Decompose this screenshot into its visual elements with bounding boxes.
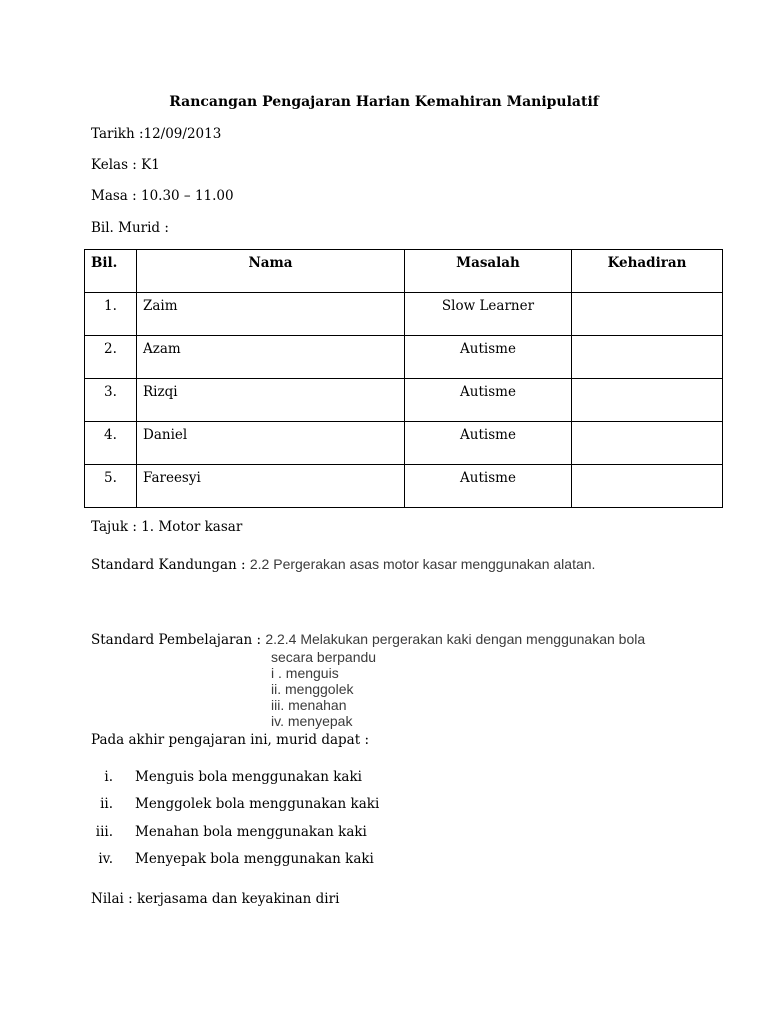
list-item-number: iii. [95,824,113,840]
student-table [84,249,723,508]
list-item-number: ii. [100,796,113,812]
header-kehadiran: Kehadiran [572,250,723,293]
cell-bil: 5. [85,465,137,508]
header-nama: Nama [137,250,405,293]
cell-kehadiran [572,379,723,422]
cell-bil: 1. [85,293,137,336]
table-row [85,379,723,422]
sp-line: i . menguis [271,665,339,681]
sp-line: secara berpandu [271,649,377,665]
list-item-text: Menggolek bola menggunakan kaki [135,796,380,812]
cell-kehadiran [572,293,723,336]
standard-kandungan [91,556,595,573]
sp-line: ii. menggolek [271,681,354,697]
cell-masalah: Autisme [405,465,572,508]
sp-line: iv. menyepak [271,713,353,729]
tarikh-line: Tarikh :12/09/2013 [91,126,222,142]
sp-line: iii. menahan [271,697,347,713]
list-item-number: iv. [98,851,113,867]
cell-kehadiran [572,422,723,465]
standard-pembelajaran-label: Standard Pembelajaran : [91,632,266,648]
nilai-line: Nilai : kerjasama dan keyakinan diri [91,891,340,907]
list-item-text: Menguis bola menggunakan kaki [135,769,362,785]
standard-pembelajaran [91,631,645,648]
cell-nama: Rizqi [137,379,405,422]
list-item [73,769,362,785]
cell-kehadiran [572,336,723,379]
list-item [73,851,374,867]
table-header-row [85,250,723,293]
list-item-text: Menahan bola menggunakan kaki [135,824,367,840]
cell-nama: Fareesyi [137,465,405,508]
list-item-number: i. [104,769,113,785]
document-title: Rancangan Pengajaran Harian Kemahiran Manipulatif [169,94,599,110]
cell-nama: Azam [137,336,405,379]
list-item [73,796,379,812]
table-row [85,293,723,336]
cell-masalah: Autisme [405,379,572,422]
standard-pembelajaran-text: 2.2.4 Melakukan pergerakan kaki dengan menggunakan bola [265,631,646,647]
cell-bil: 3. [85,379,137,422]
list-item-text: Menyepak bola menggunakan kaki [135,851,374,867]
header-bil: Bil. [85,250,137,293]
list-item [73,824,367,840]
header-masalah: Masalah [405,250,572,293]
tajuk-line: Tajuk : 1. Motor kasar [91,519,243,535]
objektif-intro: Pada akhir pengajaran ini, murid dapat : [91,732,369,748]
standard-kandungan-text: 2.2 Pergerakan asas motor kasar menggunakan alatan. [249,556,596,572]
masa-line: Masa : 10.30 – 11.00 [91,188,234,204]
table-row [85,422,723,465]
bil-murid-line: Bil. Murid : [91,220,169,236]
cell-masalah: Autisme [405,336,572,379]
table-row [85,465,723,508]
cell-bil: 4. [85,422,137,465]
cell-bil: 2. [85,336,137,379]
cell-kehadiran [572,465,723,508]
cell-masalah: Autisme [405,422,572,465]
cell-nama: Daniel [137,422,405,465]
standard-kandungan-label: Standard Kandungan : [91,557,250,573]
cell-masalah: Slow Learner [405,293,572,336]
table-row [85,336,723,379]
kelas-line: Kelas : K1 [91,157,160,173]
cell-nama: Zaim [137,293,405,336]
